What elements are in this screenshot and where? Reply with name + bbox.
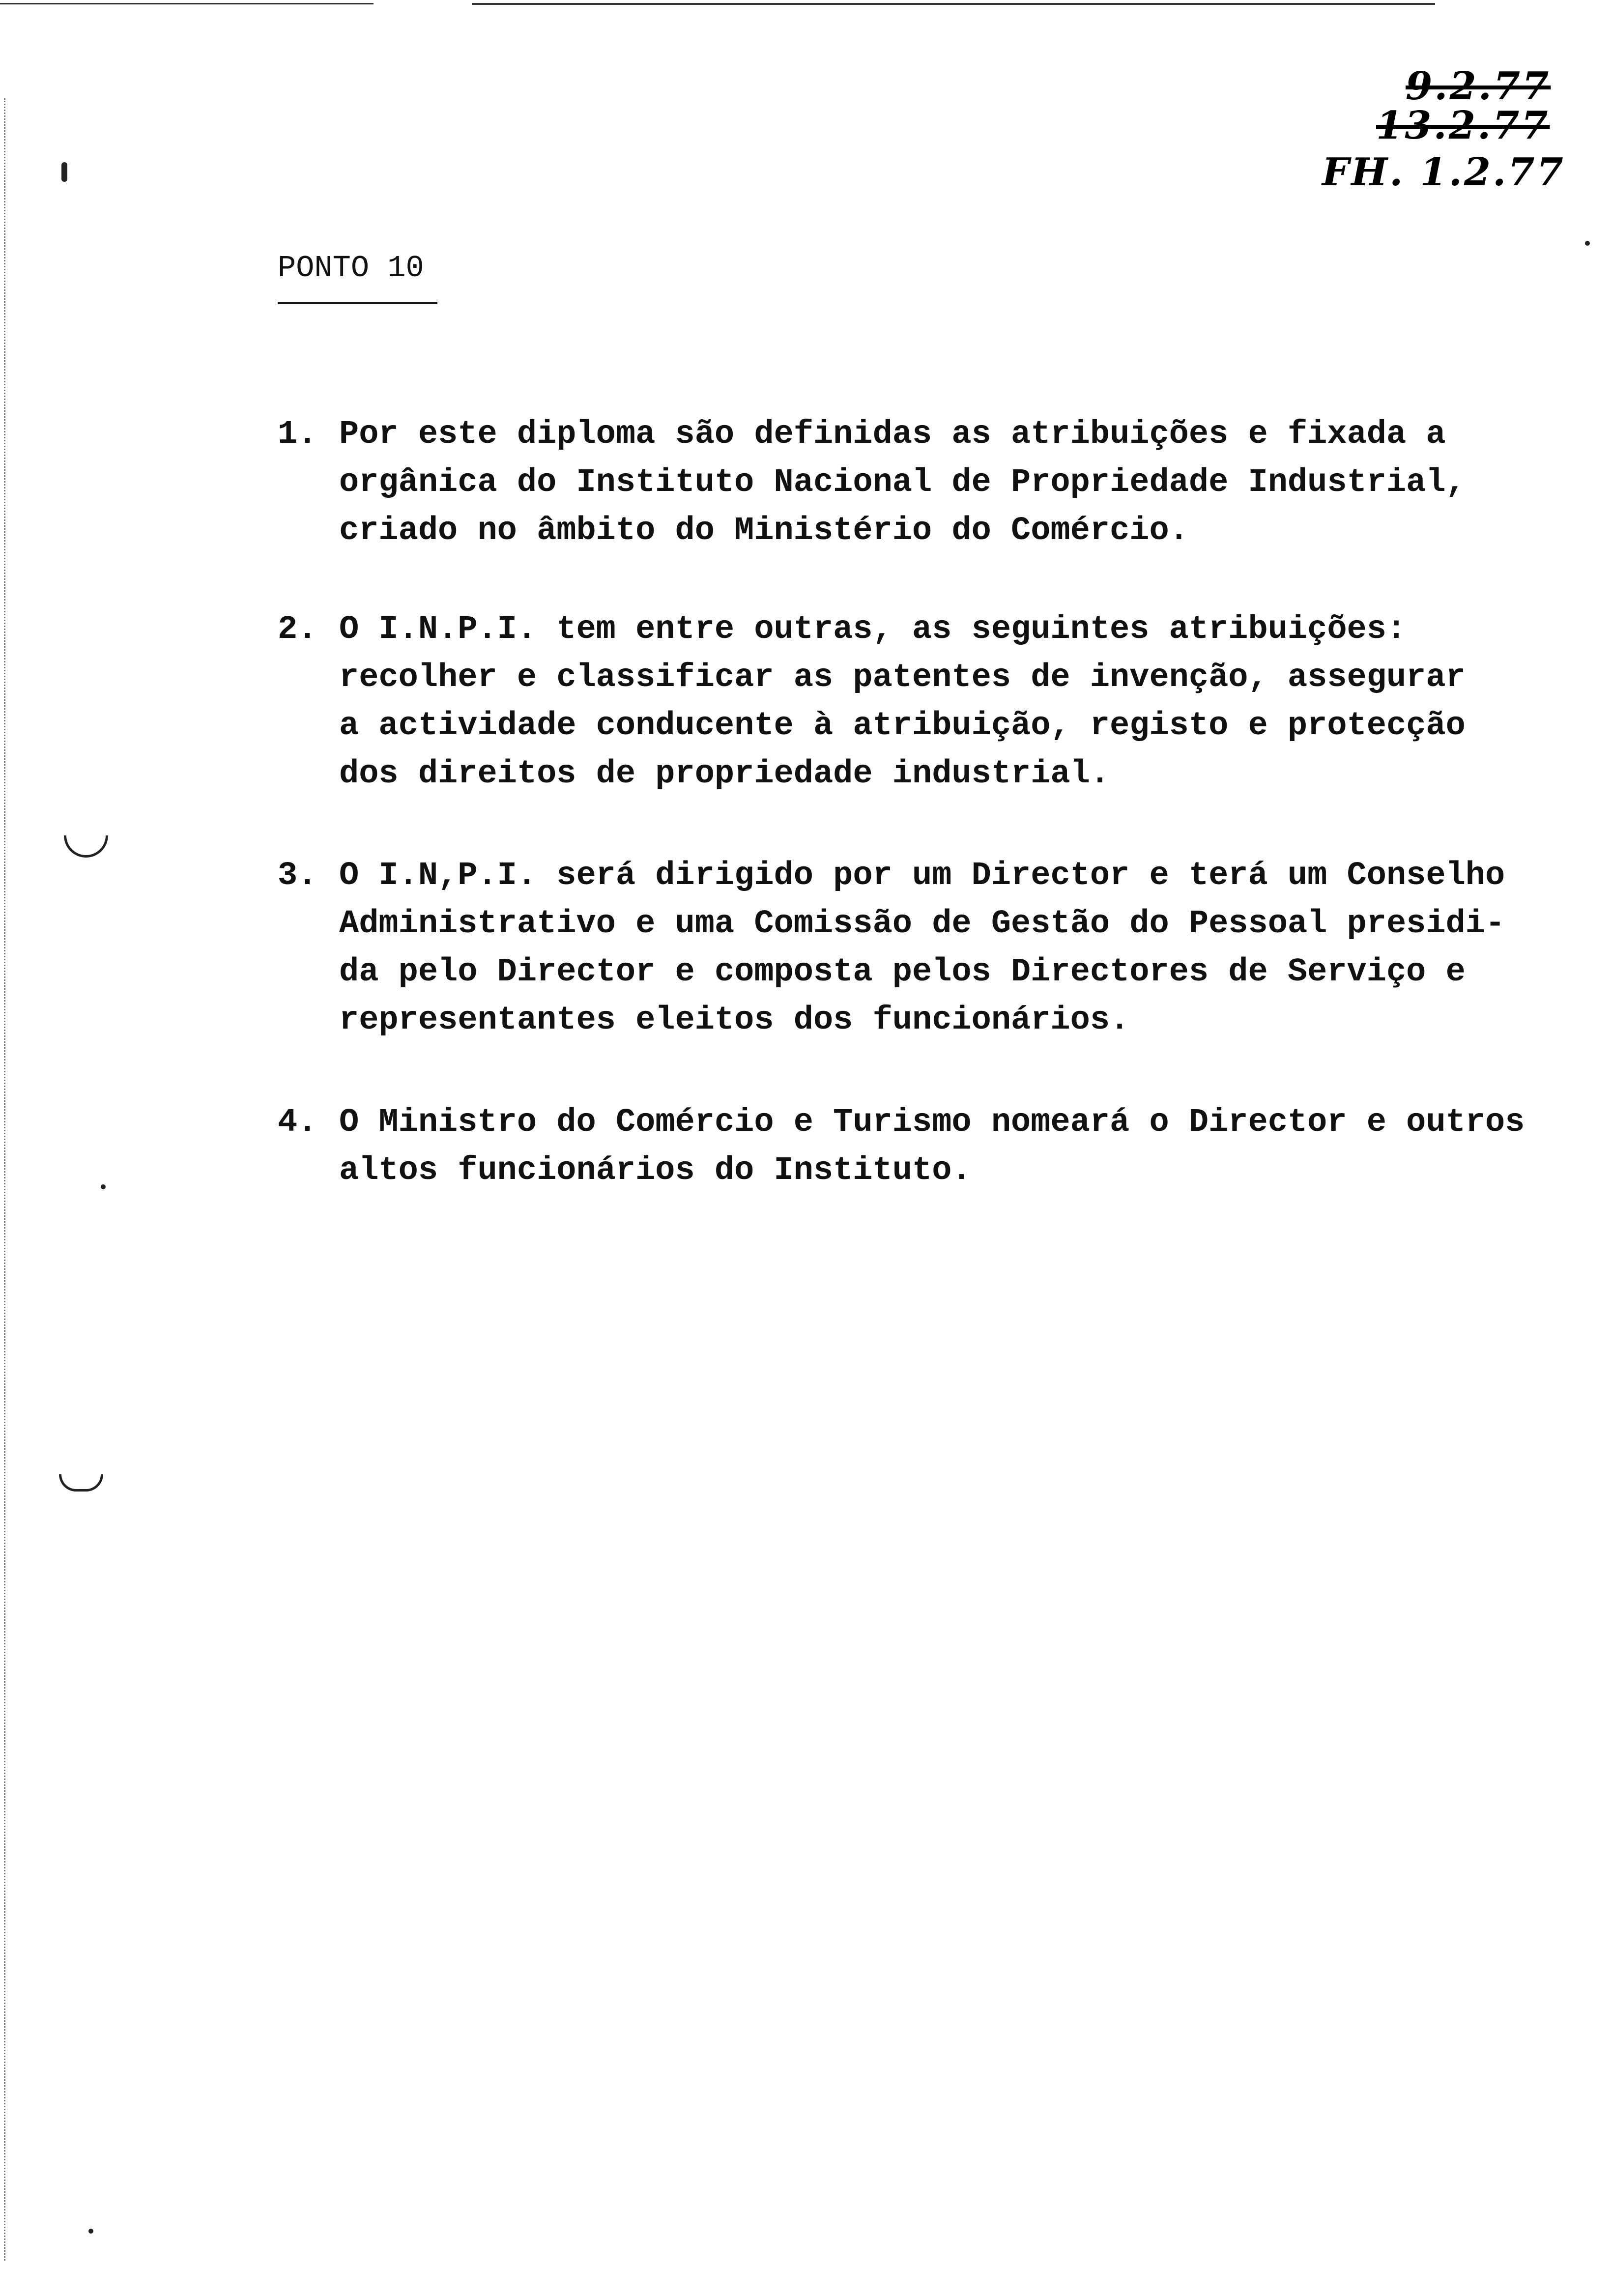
handwritten-date-struck: 9.2.77 <box>1406 64 1551 109</box>
scan-margin-edge <box>4 98 7 2261</box>
handwritten-initials-date: FH. 1.2.77 <box>1322 150 1565 195</box>
list-item <box>278 605 1466 798</box>
list-item <box>278 1098 1525 1195</box>
document-title: PONTO 10 <box>278 251 424 286</box>
item-line: O I.N,P.I. será dirigido por um Director e terá um Conselho <box>339 857 1505 894</box>
scan-edge-line <box>0 3 374 4</box>
item-line: representantes eleitos dos funcionários. <box>339 1002 1130 1039</box>
item-line: da pelo Director e composta pelos Directores de Serviço e <box>339 953 1466 991</box>
item-line: Por este diploma são definidas as atribuições e fixada a <box>339 416 1446 453</box>
item-line: dos direitos de propriedade industrial. <box>339 755 1110 793</box>
item-number: 3. <box>278 857 317 894</box>
scan-speck <box>101 1184 106 1189</box>
item-number: 4. <box>278 1104 317 1141</box>
item-number: 1. <box>278 416 317 453</box>
item-line: O I.N.P.I. tem entre outras, as seguintes atribuições: <box>339 611 1407 648</box>
item-line: criado no âmbito do Ministério do Comércio. <box>339 512 1189 549</box>
item-line: recolher e classificar as patentes de invenção, assegurar <box>339 659 1466 696</box>
scan-speck <box>1585 241 1590 246</box>
item-line: Administrativo e uma Comissão de Gestão do Pessoal presidi- <box>339 905 1505 943</box>
item-line: orgânica do Instituto Nacional de Propriedade Industrial, <box>339 464 1466 501</box>
scan-speck <box>61 162 67 182</box>
handwritten-date-struck: 13.2.77 <box>1376 103 1550 148</box>
item-line: a actividade conducente à atribuição, registo e protecção <box>339 707 1466 745</box>
scan-edge-line <box>472 3 1435 5</box>
punch-hole-mark <box>64 835 108 858</box>
title-underline <box>278 302 437 304</box>
item-line: O Ministro do Comércio e Turismo nomeará o Director e outros <box>339 1104 1525 1141</box>
list-item <box>278 410 1466 555</box>
item-line: altos funcionários do Instituto. <box>339 1152 972 1189</box>
punch-hole-mark <box>59 1474 103 1492</box>
scan-speck <box>88 2229 93 2234</box>
list-item <box>278 852 1505 1044</box>
item-number: 2. <box>278 611 317 648</box>
